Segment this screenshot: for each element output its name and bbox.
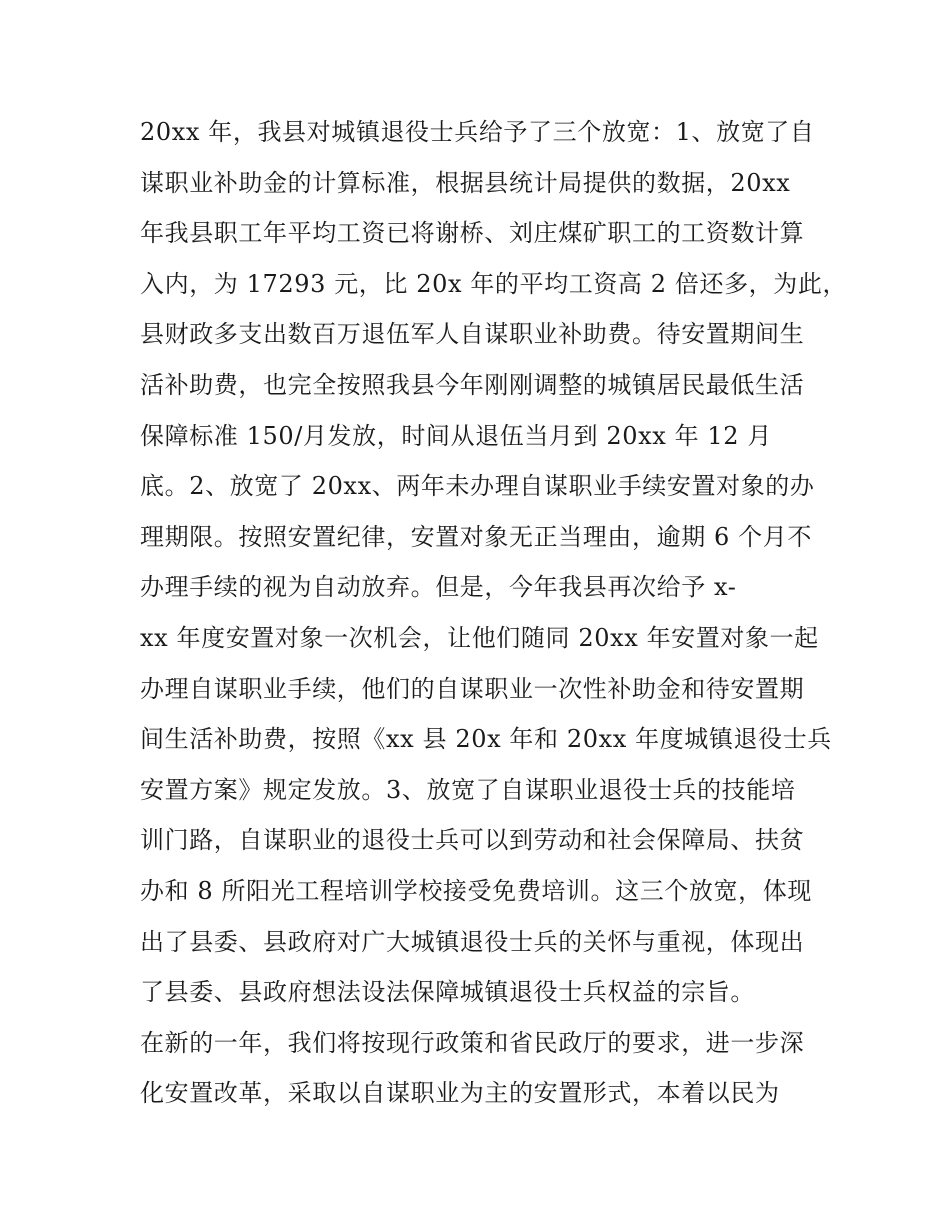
body-text (140, 107, 848, 1119)
text-line: 入内，为 17293 元，比 20x 年的平均工资高 2 倍还多，为此， (140, 269, 848, 298)
text-line: 训门路，自谋职业的退役士兵可以到劳动和社会保障局、扶贫 (140, 826, 805, 855)
text-line: 活补助费，也完全按照我县今年刚刚调整的城镇居民最低生活 (140, 370, 805, 399)
text-line: 在新的一年，我们将按现行政策和省民政厅的要求，进一步深 (140, 1028, 805, 1057)
text-line: 出了县委、县政府对广大城镇退役士兵的关怀与重视，体现出 (140, 927, 805, 956)
text-line: 理期限。按照安置纪律，安置对象无正当理由，逾期 6 个月不 (140, 522, 812, 551)
text-line: 安置方案》规定发放。3、放宽了自谋职业退役士兵的技能培 (140, 775, 796, 804)
text-line: 年我县职工年平均工资已将谢桥、刘庄煤矿职工的工资数计算 (140, 219, 805, 248)
text-line: 办和 8 所阳光工程培训学校接受免费培训。这三个放宽，体现 (140, 876, 812, 905)
text-line: 办理自谋职业手续，他们的自谋职业一次性补助金和待安置期 (140, 674, 805, 703)
text-line: 谋职业补助金的计算标准，根据县统计局提供的数据，20xx (140, 168, 791, 197)
text-line: 办理手续的视为自动放弃。但是，今年我县再次给予 x- (140, 573, 737, 602)
text-line: 20xx 年，我县对城镇退役士兵给予了三个放宽：1、放宽了自 (140, 118, 815, 146)
text-line: 化安置改革，采取以自谋职业为主的安置形式，本着以民为 (140, 1079, 780, 1108)
text-line: 底。2、放宽了 20xx、两年未办理自谋职业手续安置对象的办 (140, 472, 815, 501)
text-line: 了县委、县政府想法设法保障城镇退役士兵权益的宗旨。 (140, 978, 755, 1007)
text-line: 间生活补助费，按照《xx 县 20x 年和 20xx 年度城镇退役士兵 (140, 725, 832, 754)
text-line: 保障标准 150/月发放，时间从退伍当月到 20xx 年 12 月 (140, 421, 772, 450)
text-line: 县财政多支出数百万退伍军人自谋职业补助费。待安置期间生 (140, 320, 805, 349)
text-line: xx 年度安置对象一次机会，让他们随同 20xx 年安置对象一起 (140, 623, 819, 652)
